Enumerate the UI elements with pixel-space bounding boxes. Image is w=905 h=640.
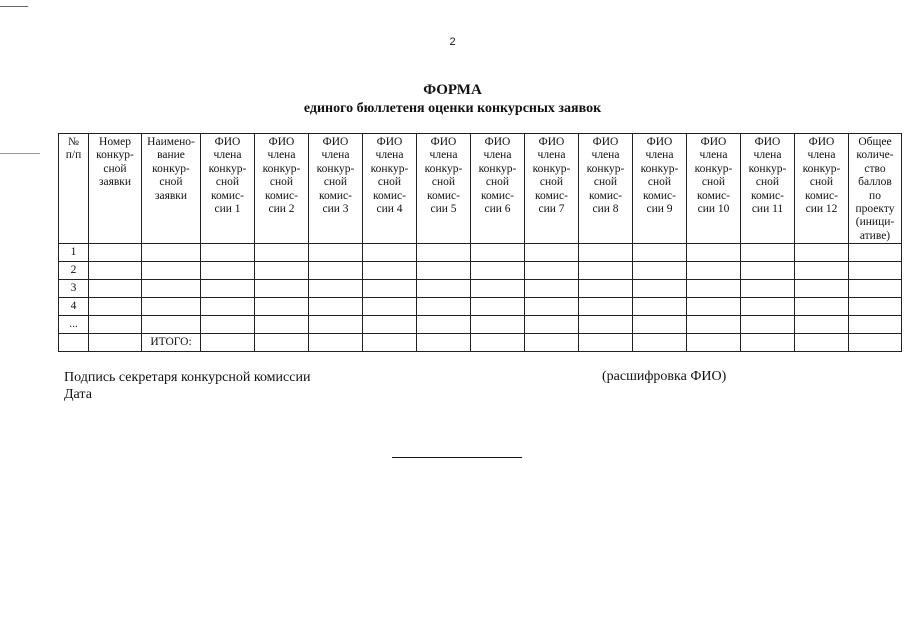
table-cell[interactable] [687, 334, 741, 352]
table-cell[interactable] [741, 244, 795, 262]
table-cell[interactable] [795, 280, 849, 298]
table-row [59, 298, 902, 316]
header-application-name: Наимено- вание конкур- сной заявки [147, 136, 195, 202]
header-total-score: Общее количе- ство баллов по проекту (иници- ативе) [855, 136, 895, 242]
secretary-signature-label: Подпись секретаря конкурсной комиссии [64, 370, 311, 385]
table-cell[interactable] [255, 298, 309, 316]
row-number-cell: 3 [59, 280, 89, 298]
header-member-6: ФИО члена конкур- сной комис- сии 6 [478, 136, 517, 216]
table-cell[interactable] [741, 298, 795, 316]
table-cell[interactable] [417, 298, 471, 316]
table-cell[interactable] [471, 298, 525, 316]
table-cell[interactable] [795, 334, 849, 352]
form-subtitle: единого бюллетеня оценки конкурсных заявок [303, 101, 602, 116]
table-cell[interactable] [795, 298, 849, 316]
header-member-8: ФИО члена конкур- сной комис- сии 8 [586, 136, 625, 216]
header-member-5: ФИО члена конкур- сной комис- сии 5 [424, 136, 463, 216]
table-cell[interactable] [201, 280, 255, 298]
table-cell[interactable] [142, 298, 201, 316]
table-cell[interactable] [579, 316, 633, 334]
scan-artifact-line [0, 6, 28, 7]
table-cell[interactable] [741, 262, 795, 280]
table-row [59, 244, 902, 262]
table-cell[interactable] [579, 280, 633, 298]
table-cell[interactable] [795, 262, 849, 280]
name-decoding-label: (расшифровка ФИО) [602, 369, 727, 384]
date-label: Дата [64, 387, 92, 402]
table-cell[interactable] [142, 316, 201, 334]
header-cell [471, 134, 525, 244]
table-cell[interactable] [471, 262, 525, 280]
header-cell [142, 134, 201, 244]
row-number-cell: 4 [59, 298, 89, 316]
table-cell[interactable] [471, 280, 525, 298]
table-cell[interactable] [255, 244, 309, 262]
table-cell[interactable] [417, 316, 471, 334]
table-cell[interactable] [471, 334, 525, 352]
header-cell [89, 134, 142, 244]
table-cell[interactable] [201, 316, 255, 334]
page-number: 2 [449, 36, 456, 48]
total-row [59, 334, 902, 352]
table-cell[interactable] [579, 298, 633, 316]
table-row [59, 280, 902, 298]
table-cell[interactable] [142, 262, 201, 280]
table-cell[interactable] [579, 244, 633, 262]
table-cell[interactable] [687, 244, 741, 262]
table-cell[interactable] [741, 316, 795, 334]
header-cell [525, 134, 579, 244]
table-cell[interactable] [142, 280, 201, 298]
table-cell[interactable] [795, 244, 849, 262]
table-cell[interactable] [89, 316, 142, 334]
header-member-3: ФИО члена конкур- сной комис- сии 3 [316, 136, 355, 216]
header-member-4: ФИО члена конкур- сной комис- сии 4 [370, 136, 409, 216]
table-cell[interactable] [309, 280, 363, 298]
header-member-10: ФИО члена конкур- сной комис- сии 10 [694, 136, 733, 216]
header-cell [687, 134, 741, 244]
table-cell[interactable] [849, 280, 902, 298]
table-cell[interactable] [417, 280, 471, 298]
table-cell[interactable] [363, 298, 417, 316]
header-cell [59, 134, 89, 244]
table-cell[interactable] [309, 334, 363, 352]
header-cell [795, 134, 849, 244]
header-member-2: ФИО члена конкур- сной комис- сии 2 [262, 136, 301, 216]
table-cell[interactable] [687, 262, 741, 280]
table-cell[interactable] [255, 280, 309, 298]
table-cell[interactable] [525, 262, 579, 280]
header-cell [417, 134, 471, 244]
header-cell [849, 134, 902, 244]
table-cell[interactable] [309, 316, 363, 334]
form-title: ФОРМА [423, 82, 482, 98]
signature-block [64, 369, 310, 403]
table-cell[interactable] [363, 280, 417, 298]
table-cell[interactable] [525, 298, 579, 316]
table-cell[interactable] [363, 334, 417, 352]
table-cell[interactable] [363, 262, 417, 280]
table-cell[interactable] [471, 244, 525, 262]
table-cell[interactable] [633, 280, 687, 298]
table-cell[interactable] [849, 298, 902, 316]
table-cell[interactable] [849, 244, 902, 262]
row-number-cell: 1 [59, 244, 89, 262]
header-application-number: Номер конкур- сной заявки [96, 136, 134, 189]
table-cell[interactable] [633, 334, 687, 352]
table-cell[interactable] [417, 244, 471, 262]
table-row [59, 316, 902, 334]
table-cell[interactable] [633, 298, 687, 316]
closing-rule [392, 457, 522, 458]
table-cell[interactable] [201, 334, 255, 352]
table-cell[interactable] [309, 298, 363, 316]
table-cell [89, 334, 142, 352]
table-cell[interactable] [579, 262, 633, 280]
table-cell[interactable] [741, 334, 795, 352]
header-cell [741, 134, 795, 244]
table-cell[interactable] [795, 316, 849, 334]
table-cell[interactable] [142, 244, 201, 262]
row-number-cell: 2 [59, 262, 89, 280]
table-cell[interactable] [687, 316, 741, 334]
header-cell [201, 134, 255, 244]
header-member-7: ФИО члена конкур- сной комис- сии 7 [532, 136, 571, 216]
header-row-number: № п/п [65, 136, 82, 162]
table-cell[interactable] [525, 280, 579, 298]
table-cell[interactable] [741, 280, 795, 298]
ballot-table [58, 133, 902, 352]
table-cell[interactable] [525, 334, 579, 352]
table-cell[interactable] [471, 316, 525, 334]
table-cell[interactable] [201, 244, 255, 262]
table-cell[interactable] [849, 316, 902, 334]
table-cell[interactable] [363, 244, 417, 262]
scan-artifact-line [0, 153, 40, 154]
table-cell[interactable] [849, 334, 902, 352]
table-cell[interactable] [89, 244, 142, 262]
table-cell[interactable] [525, 316, 579, 334]
table-cell[interactable] [309, 244, 363, 262]
header-member-12: ФИО члена конкур- сной комис- сии 12 [802, 136, 841, 216]
table-cell[interactable] [633, 316, 687, 334]
header-cell [309, 134, 363, 244]
table-cell[interactable] [255, 262, 309, 280]
header-cell [255, 134, 309, 244]
table-cell[interactable] [309, 262, 363, 280]
header-member-1: ФИО члена конкур- сной комис- сии 1 [208, 136, 247, 216]
table-header-row [59, 134, 902, 244]
table-cell[interactable] [363, 316, 417, 334]
table-cell[interactable] [579, 334, 633, 352]
table-cell[interactable] [633, 262, 687, 280]
header-cell [633, 134, 687, 244]
header-cell [579, 134, 633, 244]
table-cell[interactable] [849, 262, 902, 280]
table-cell [59, 334, 89, 352]
total-label: ИТОГО: [142, 334, 201, 352]
table-row [59, 262, 902, 280]
table-cell[interactable] [255, 334, 309, 352]
table-cell[interactable] [201, 262, 255, 280]
header-member-9: ФИО члена конкур- сной комис- сии 9 [640, 136, 679, 216]
header-member-11: ФИО члена конкур- сной комис- сии 11 [748, 136, 787, 216]
row-number-cell: ... [59, 316, 89, 334]
table-cell[interactable] [525, 244, 579, 262]
table-cell[interactable] [687, 298, 741, 316]
table-cell[interactable] [687, 280, 741, 298]
table-cell[interactable] [255, 316, 309, 334]
table-cell[interactable] [633, 244, 687, 262]
table-cell[interactable] [417, 334, 471, 352]
table-cell[interactable] [201, 298, 255, 316]
table-cell[interactable] [417, 262, 471, 280]
header-cell [363, 134, 417, 244]
table-cell[interactable] [89, 280, 142, 298]
table-cell[interactable] [89, 298, 142, 316]
table-cell[interactable] [89, 262, 142, 280]
